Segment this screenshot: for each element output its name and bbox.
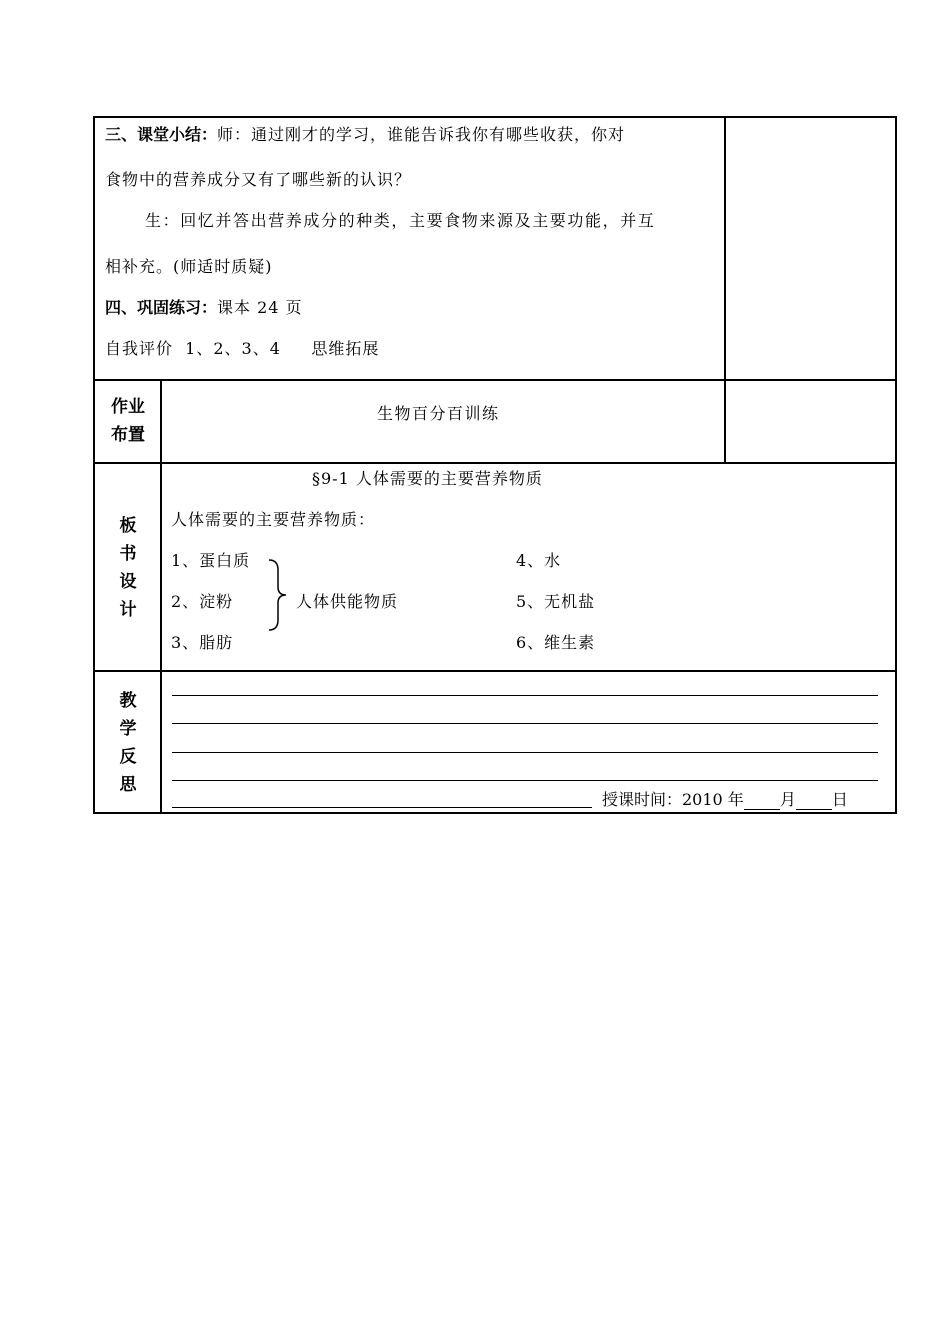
month-blank [744,791,780,810]
board-label [95,512,161,624]
day-label: 日 [831,790,848,809]
lesson-date [602,790,848,810]
reflection-label [95,687,161,799]
reflection-label-char: 反 [119,747,137,767]
board-subtitle: 人体需要的主要营养物质： [171,510,376,529]
row-divider [95,379,895,381]
summary-student-line-2: 相补充。(师适时质疑) [105,257,273,276]
reflection-label-char: 思 [119,775,137,795]
board-right-item: 5、无机盐 [516,592,596,611]
board-right-item: 6、维生素 [516,633,596,652]
board-left-item: 3、脂肪 [171,633,234,652]
month-label: 月 [779,790,796,809]
writing-line [172,723,878,724]
homework-label-line-2: 布置 [111,425,145,445]
day-blank [796,791,832,810]
board-label-char: 计 [119,600,137,620]
homework-content: 生物百分百训练 [377,404,500,423]
reflection-label-char: 学 [119,719,137,739]
summary-line-2: 食物中的营养成分又有了哪些新的认识？ [105,170,412,189]
practice-line [105,298,303,318]
row-divider [95,670,895,672]
summary-heading: 三、课堂小结： [105,125,218,144]
board-left-item: 2、淀粉 [171,592,234,611]
board-left-item: 1、蛋白质 [171,551,251,570]
board-title: §9-1 人体需要的主要营养物质 [312,469,543,488]
board-label-char: 设 [119,572,137,592]
row-divider [95,462,895,464]
board-brace-label: 人体供能物质 [296,592,399,611]
writing-line [172,807,592,808]
lesson-plan-table [93,116,897,814]
board-label-char: 板 [119,516,137,536]
writing-line [172,695,878,696]
practice-heading: 四、巩固练习： [105,298,218,317]
practice-text: 课本 24 页 [217,298,303,317]
summary-teacher-text: 师：通过刚才的学习，谁能告诉我你有哪些收获，你对 [217,125,626,144]
summary-line-1 [105,125,625,145]
writing-line [172,780,878,781]
reflection-label-char: 教 [119,691,137,711]
brace-icon [265,559,287,631]
homework-label [95,393,161,449]
writing-line [172,752,878,753]
col-divider-right [724,118,726,464]
summary-student-line: 生：回忆并答出营养成分的种类，主要食物来源及主要功能，并互 [145,211,656,230]
board-label-char: 书 [119,544,137,564]
date-prefix: 授课时间：2010 年 [602,790,744,809]
self-eval-line: 自我评价 1、2、3、4 思维拓展 [105,339,380,358]
homework-label-line-1: 作业 [111,397,145,417]
board-right-item: 4、水 [516,551,562,570]
